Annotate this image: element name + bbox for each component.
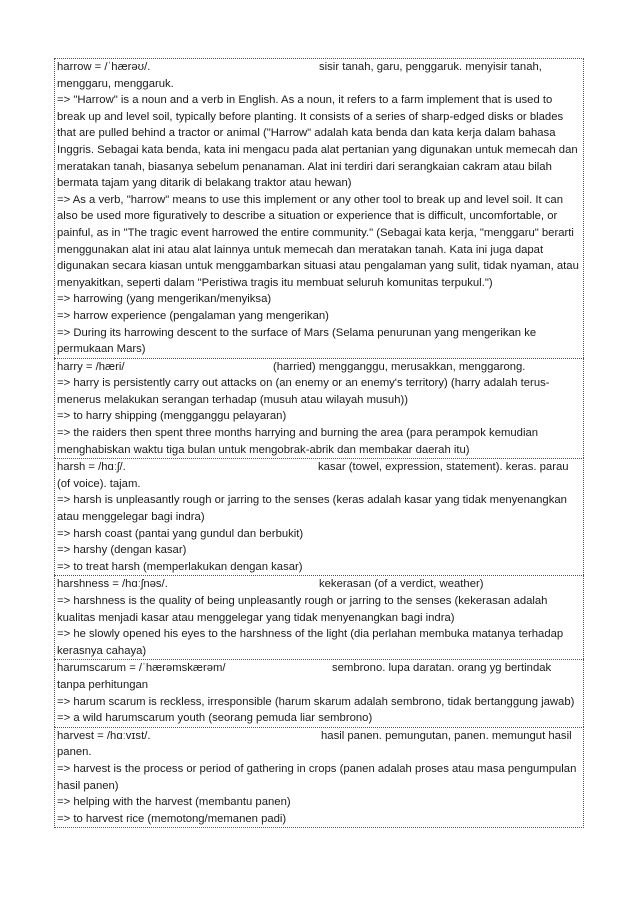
example-line: => harum scarum is reckless, irresponsible (harum skarum adalah sembrono, tidak bertanggung jawab) [57,695,575,708]
example-line: => harrowing (yang mengerikan/menyiksa) [57,293,272,306]
headword-definition: kasar (towel, expression, statement). keras. parau (of voice). tajam. [57,461,569,490]
headword: harvest = /hɑːvɪst/. [57,729,151,742]
entry-header [57,359,582,376]
dictionary-entry [54,58,584,358]
entry-header [57,59,582,92]
dictionary-entry [54,659,584,726]
example-line: => "Harrow" is a noun and a verb in English. As a noun, it refers to a farm implement that is used to break up and level soil, typically before planting. It consists of a series of sharp-edged disks or blades that are pulled behind a tractor or animal ("Harrow" adalah kata benda dan kata kerja dalam bahasa Inggris. Sebagai kata benda, kata ini mengacu pada alat pertanian yang digunakan untuk memecah dan meratakan tanah, biasanya sebelum penanaman. Alat ini terdiri dari serangkaian cakram atau bilah bermata tajam yang ditarik di belakang traktor atau hewan) [57,94,578,190]
example-line: => harshness is the quality of being unpleasantly rough or jarring to the senses (kekerasan adalah kualitas menjadi kasar atau menggelegar yang tidak menyenangkan bagi indra) [57,595,548,624]
headword: harumscarum = /ˈhærəmskærəm/ [57,662,226,675]
headword: harshness = /hɑːʃnəs/. [57,578,168,591]
entry-header [57,728,582,761]
dictionary-entry [54,358,584,459]
example-line: => he slowly opened his eyes to the harshness of the light (dia perlahan membuka matanya terhadap kerasnya cahaya) [57,628,564,657]
headword: harsh = /hɑːʃ/. [57,461,126,474]
dictionary-entry [54,575,584,659]
example-line: => harvest is the process or period of gathering in crops (panen adalah proses atau masa pengumpulan hasil panen) [57,762,577,792]
entry-header [57,576,582,593]
headword: harrow = /ˈhærəʊ/. [57,61,151,73]
example-line: => harry is persistently carry out attacks on (an enemy or an enemy's territory) (harry adalah terus-menerus melakukan serangan terhadap (musuh atau wilayah musuh)) [57,377,550,406]
example-line: => As a verb, "harrow" means to use this implement or any other tool to break up and level soil. It can also be used more figuratively to describe a situation or experience that is difficult, uncomfortable, or painful, as in "The tragic event harrowed the entire community." (Sebagai kata kerja, "menggaru" berarti menggunakan alat ini atau alat lainnya untuk memecah dan meratakan tanah. Kata ini juga dapat digunakan secara kiasan untuk menggambarkan situasi atau pengalaman yang sulit, tidak nyaman, atau menyakitkan, seperti dalam "Peristiwa tragis itu membuat seluruh komunitas terpukul.") [57,193,579,289]
example-line: => During its harrowing descent to the surface of Mars (Selama penurunan yang mengerikan ke permukaan Mars) [57,326,537,356]
example-line: => a wild harumscarum youth (seorang pemuda liar sembrono) [57,712,373,725]
example-line: => to treat harsh (memperlakukan dengan kasar) [57,560,303,573]
example-line: => harshy (dengan kasar) [57,544,187,557]
headword: harry = /hæri/ [57,360,125,373]
example-line: => harsh coast (pantai yang gundul dan berbukit) [57,527,304,540]
entry-header [57,459,582,492]
dictionary-entry [54,727,584,829]
dictionary-entry [54,458,584,575]
dictionary-page [54,58,584,828]
headword-definition: hasil panen. pemungutan, panen. memungut hasil panen. [57,729,572,759]
example-line: => the raiders then spent three months harrying and burning the area (para perampok kemudian menghabiskan waktu tiga bulan untuk mengobrak-abrik dan membakar daerah itu) [57,427,539,456]
example-line: => to harry shipping (mengganggu pelayaran) [57,410,287,423]
entry-header [57,660,582,693]
example-line: => to harvest rice (memotong/memanen padi) [57,812,287,825]
headword-definition: sembrono. lupa daratan. orang yg bertindak tanpa perhitungan [57,662,552,691]
headword-definition: sisir tanah, garu, penggaruk. menyisir tanah, menggaru, menggaruk. [57,61,542,90]
example-line: => harsh is unpleasantly rough or jarring to the senses (keras adalah kasar yang tidak menyenangkan atau menggelegar bagi indra) [57,494,567,524]
headword-definition: (harried) mengganggu, merusakkan, menggarong. [273,360,526,373]
example-line: => helping with the harvest (membantu panen) [57,796,291,809]
headword-definition: kekerasan (of a verdict, weather) [319,578,484,591]
example-line: => harrow experience (pengalaman yang mengerikan) [57,309,329,322]
